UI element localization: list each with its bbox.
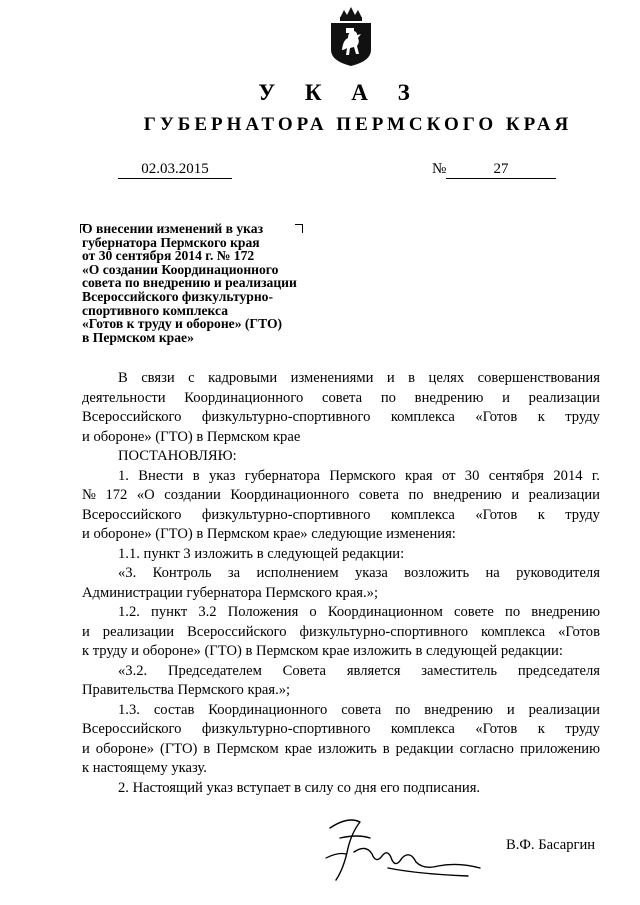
word: Положения bbox=[227, 604, 299, 620]
word: совете bbox=[453, 604, 494, 620]
subject-line: в Пермском крае» bbox=[82, 329, 194, 345]
word: в bbox=[382, 740, 390, 757]
subject-line: «Готов к труду и обороне» (ГТО) bbox=[82, 316, 283, 332]
word: комплекса bbox=[390, 721, 455, 737]
word: Координационного bbox=[184, 389, 304, 406]
word: и bbox=[386, 370, 395, 386]
word: комплекса bbox=[390, 506, 455, 523]
subject-line: от 30 сентября 2014 г. № 172 bbox=[82, 248, 255, 264]
number-label: № bbox=[432, 161, 447, 177]
word: от bbox=[441, 467, 456, 484]
signer-name: В.Ф. Басаргин bbox=[506, 837, 596, 853]
word: председателя bbox=[517, 662, 600, 679]
word: «Готов bbox=[475, 721, 518, 737]
word: указа bbox=[354, 565, 388, 581]
word: Всероссийского bbox=[82, 409, 182, 425]
word: реализации bbox=[528, 487, 600, 503]
subject-line: спортивного комплекса bbox=[82, 302, 228, 318]
word: о bbox=[309, 604, 317, 620]
word: 3.2 bbox=[198, 604, 217, 620]
body-line bbox=[82, 408, 600, 428]
subject-line: губернатора Пермского края bbox=[82, 234, 260, 250]
coat-of-arms-icon bbox=[326, 4, 376, 68]
word: внедрению bbox=[414, 389, 484, 406]
word: «3. bbox=[118, 565, 137, 581]
word: Координационного bbox=[208, 701, 328, 718]
word: указ bbox=[208, 467, 236, 484]
word: 1.2. bbox=[118, 604, 140, 620]
body-line bbox=[82, 486, 600, 506]
word: комплекса bbox=[390, 409, 455, 425]
word: реализации bbox=[102, 623, 175, 640]
body-line bbox=[82, 662, 600, 682]
word: сентября bbox=[488, 467, 545, 484]
word: труду bbox=[565, 721, 600, 737]
word: физкультурно-спортивного bbox=[299, 623, 469, 640]
word: обороне» bbox=[95, 740, 154, 757]
document-subject bbox=[82, 222, 297, 344]
word: к bbox=[537, 721, 545, 737]
word: В bbox=[118, 370, 128, 386]
word: «Готов bbox=[558, 623, 600, 640]
word: возложить bbox=[404, 565, 470, 581]
word: исполнением bbox=[256, 565, 339, 581]
word: «3.2. bbox=[118, 662, 148, 679]
word: Всероссийского bbox=[82, 506, 182, 523]
body-line bbox=[82, 506, 600, 526]
word: реализации bbox=[528, 701, 600, 718]
word: физкультурно-спортивного bbox=[201, 506, 371, 523]
word: комплекса bbox=[481, 623, 546, 640]
body-line: Правительства Пермского края.»; bbox=[82, 682, 291, 698]
word: руководителя bbox=[516, 565, 600, 581]
word: внедрению bbox=[531, 604, 600, 620]
document-type: У К А З bbox=[258, 80, 422, 105]
word: к bbox=[537, 409, 545, 425]
word: № bbox=[82, 487, 96, 503]
issuer: ГУБЕРНАТОРА ПЕРМСКОГО КРАЯ bbox=[143, 114, 573, 135]
word: редакции bbox=[395, 740, 454, 757]
word: состав bbox=[153, 701, 195, 718]
body-line bbox=[82, 623, 600, 643]
word: и bbox=[511, 487, 520, 503]
word: по bbox=[408, 487, 424, 503]
word: деятельности bbox=[82, 389, 166, 406]
word: 2014 bbox=[553, 467, 583, 484]
word: пункт bbox=[151, 604, 188, 620]
word: в bbox=[408, 370, 416, 386]
word: «Готов bbox=[475, 506, 518, 523]
word: по bbox=[505, 604, 521, 620]
word: совета bbox=[358, 487, 399, 503]
word: Пермского bbox=[329, 467, 396, 484]
word: в bbox=[203, 740, 211, 757]
word: с bbox=[188, 370, 195, 386]
word: совета bbox=[322, 389, 363, 406]
document-date: 02.03.2015 bbox=[118, 162, 232, 179]
subject-line: Всероссийского физкультурно- bbox=[82, 288, 274, 304]
word: Пермском bbox=[216, 740, 279, 757]
body-line: Администрации губернатора Пермского края.»; bbox=[82, 584, 379, 601]
word: в bbox=[192, 467, 200, 484]
body-line bbox=[82, 603, 600, 623]
body-line: к труду и обороне» (ГТО) в Пермском крае изложить в следующей редакции: bbox=[82, 643, 563, 659]
word: заместитель bbox=[421, 662, 498, 679]
document-number: 27 bbox=[446, 162, 556, 179]
word: труду bbox=[565, 409, 600, 425]
word: Внести bbox=[138, 467, 184, 484]
word: по bbox=[395, 701, 411, 718]
word: губернатора bbox=[244, 467, 320, 484]
word: кадровыми bbox=[208, 370, 278, 386]
word: согласно bbox=[459, 740, 514, 757]
word: физкультурно-спортивного bbox=[201, 721, 371, 737]
word: крае bbox=[284, 740, 313, 757]
word: целях bbox=[428, 370, 465, 386]
word: Совета bbox=[282, 662, 327, 679]
word: «О bbox=[136, 487, 155, 503]
word: Координационном bbox=[327, 604, 443, 620]
word: реализации bbox=[528, 389, 600, 406]
body-line bbox=[82, 564, 600, 584]
word: труду bbox=[565, 506, 600, 523]
body-line bbox=[82, 369, 600, 389]
body-line: к настоящему указу. bbox=[82, 760, 207, 776]
body-line bbox=[82, 467, 600, 487]
word: на bbox=[485, 565, 500, 581]
word: Координационного bbox=[230, 487, 350, 503]
word: приложению bbox=[519, 740, 600, 757]
word: создании bbox=[164, 487, 221, 503]
word: г. bbox=[591, 467, 600, 484]
body-line bbox=[82, 389, 600, 409]
word: Контроль bbox=[152, 565, 212, 581]
word: Всероссийского bbox=[82, 721, 182, 737]
word: и bbox=[82, 740, 90, 757]
word: физкультурно-спортивного bbox=[201, 409, 371, 425]
word: 1. bbox=[118, 467, 129, 484]
word: и bbox=[502, 389, 510, 406]
word: Всероссийского bbox=[187, 623, 287, 640]
signature-image bbox=[318, 808, 488, 888]
word: и bbox=[82, 623, 90, 640]
word: и bbox=[506, 701, 515, 718]
word: изменениями bbox=[290, 370, 374, 386]
body-line bbox=[82, 720, 600, 740]
word: (ГТО) bbox=[159, 740, 198, 757]
word: к bbox=[537, 506, 545, 523]
word: по bbox=[380, 389, 396, 406]
subject-line: «О создании Координационного bbox=[82, 261, 279, 277]
word: Председателем bbox=[167, 662, 262, 679]
decree-word: ПОСТАНОВЛЯЮ: bbox=[118, 448, 237, 464]
word: совершенствования bbox=[477, 370, 600, 386]
subject-line: О внесении изменений в указ bbox=[82, 221, 264, 236]
word: «Готов bbox=[475, 409, 518, 425]
body-line: и обороне» (ГТО) в Пермском крае bbox=[82, 428, 301, 445]
word: 1.3. bbox=[118, 701, 140, 718]
word: края bbox=[405, 467, 433, 484]
word: совета bbox=[341, 701, 382, 718]
word: является bbox=[346, 662, 401, 679]
word: 30 bbox=[464, 467, 480, 484]
word: 172 bbox=[105, 487, 128, 503]
body-line: и обороне» (ГТО) в Пермском крае» следующие изменения: bbox=[82, 526, 456, 542]
document-body bbox=[82, 369, 600, 798]
subject-line: совета по внедрению и реализации bbox=[82, 275, 297, 291]
word: внедрению bbox=[433, 487, 502, 503]
body-line bbox=[82, 740, 600, 760]
word: изложить bbox=[318, 740, 377, 757]
body-line: 2. Настоящий указ вступает в силу со дня его подписания. bbox=[118, 779, 481, 796]
word: внедрению bbox=[424, 701, 493, 718]
word: за bbox=[227, 565, 241, 581]
word: связи bbox=[141, 370, 175, 386]
body-line bbox=[82, 701, 600, 721]
body-line: 1.1. пункт 3 изложить в следующей редакции: bbox=[118, 545, 405, 562]
